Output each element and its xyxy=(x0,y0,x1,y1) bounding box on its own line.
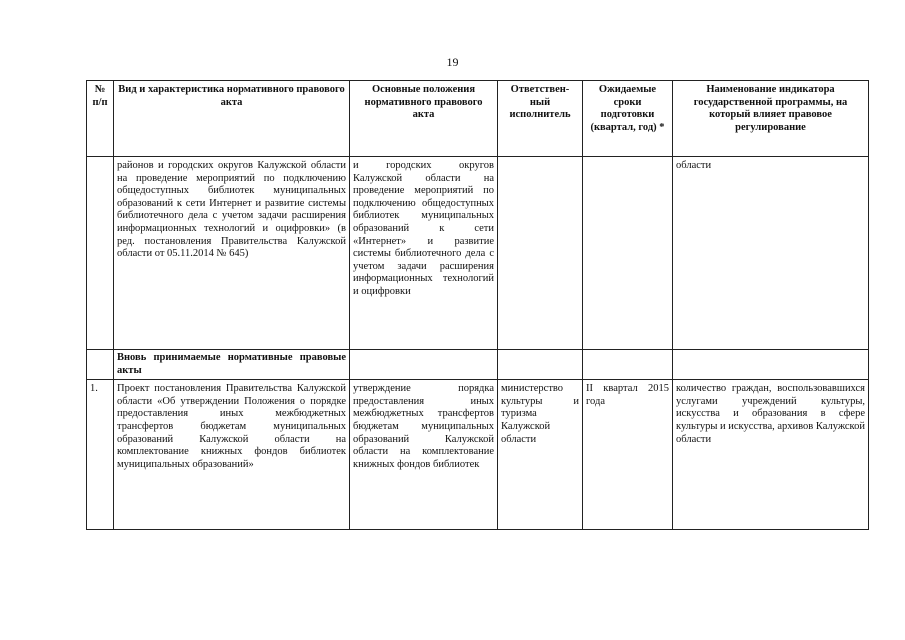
header-indicator: Наименование индикатора государственной программы, на который влияет правовое регулирование xyxy=(673,81,869,157)
header-provisions: Основные положения нормативного правового акта xyxy=(350,81,498,157)
cell-indicator: области xyxy=(673,157,869,350)
cell-kind: Проект постановления Правительства Калужской области «Об утверждении Положения о порядке предоставления иных межбюджетных трансфертов бюджетам муниципальных образований Калужской области на комплектование книжных фондов библиотек муниципальных образований» xyxy=(114,380,350,530)
cell-num xyxy=(87,157,114,350)
header-num: № п/п xyxy=(87,81,114,157)
cell-executor xyxy=(498,157,583,350)
cell-kind: районов и городских округов Калужской области на проведение мероприятий по подключению общедоступных библиотек муниципальных образований к сети Интернет и развитие системы библиотечного дела с учетом задачи расширения информационных технологий и оцифровки» (в ред. постановления Правительства Калужской области от 05.11.2014 № 645) xyxy=(114,157,350,350)
cell-provisions: утверждение порядка предоставления иных межбюджетных трансфертов бюджетам муниципальных образований Калужской области на комплектование книжных фондов библиотек xyxy=(350,380,498,530)
header-executor: Ответствен-ный исполнитель xyxy=(498,81,583,157)
cell-deadline: II квартал 2015 года xyxy=(583,380,673,530)
cell-indicator: количество граждан, воспользовавшихся услугами учреждений культуры, искусства и образования в сфере культуры и искусства, архивов Калужской области xyxy=(673,380,869,530)
header-deadline: Ожидаемые сроки подготовки (квартал, год) * xyxy=(583,81,673,157)
page-number: 19 xyxy=(446,55,459,69)
cell-deadline xyxy=(583,157,673,350)
cell-num: 1. xyxy=(87,380,114,530)
section-row xyxy=(87,350,869,380)
header-row xyxy=(87,81,869,157)
cell-executor: министерство культуры и туризма Калужской области xyxy=(498,380,583,530)
legal-acts-table xyxy=(86,80,869,530)
table-row xyxy=(87,380,869,530)
section-title: Вновь принимаемые нормативные правовые акты xyxy=(114,350,350,380)
header-kind: Вид и характеристика нормативного правового акта xyxy=(114,81,350,157)
table-row-continued xyxy=(87,157,869,350)
cell-provisions: и городских округов Калужской области на проведение мероприятий по подключению общедоступных библиотек муниципальных образований к сети «Интернет» и развитие системы библиотечного дела с учетом задачи расширения информационных технологий и оцифровки xyxy=(350,157,498,350)
